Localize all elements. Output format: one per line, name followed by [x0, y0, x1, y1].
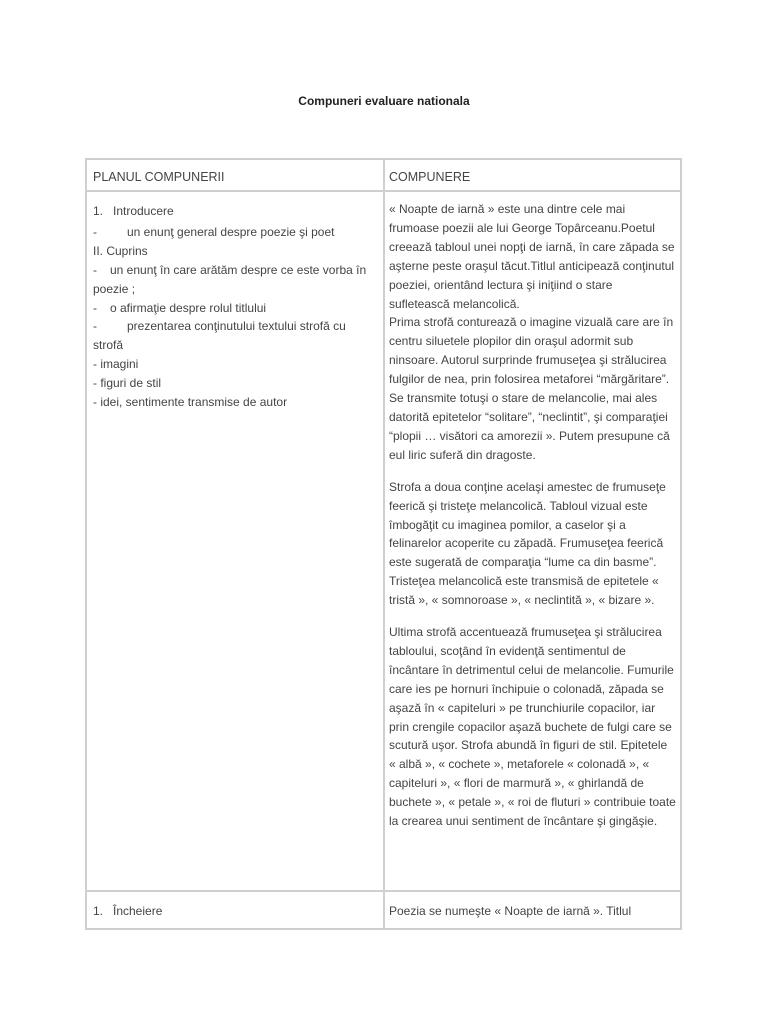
table-body-row [87, 192, 680, 892]
plan-sub2 [93, 299, 377, 318]
plan-intro-sub-dash: - [93, 224, 97, 239]
plan-intro [93, 202, 377, 221]
plan-sub4: - imagini [93, 357, 139, 372]
plan-sub1-dash: - [93, 262, 97, 277]
plan-sub2-text: o afirmaţie despre rolul titlului [110, 300, 267, 315]
plan-cell [87, 192, 385, 890]
composition-paragraph-4: Ultima strofă accentuează frumuseţea şi strălucirea tabloului, scoţând în evidenţă sentimentul de încântare în detrimentul celui de melancolie. Fumurile care ies pe hornuri închipuie o colonadă, zăpada se aşază în « capiteluri » pe trunchiurile copacilor, iar prin crengile copacilor aşază buchete de fulgi care se scutură uşor. Strofa abundă în figuri de stil. Epitetele « albă », « cochete », metaforele « colonadă », « capiteluri », « flori de marmură », « ghirlandă de buchete », « petale », « roi de fluturi » contribuie toate la crearea unui sentiment de încântare şi gingăşie. [389, 625, 676, 829]
plan-sub2-dash: - [93, 300, 97, 315]
composition-paragraph-2: Prima strofă conturează o imagine vizuală care are în centru siluetele plopilor din oraşul adormit sub ninsoare. Autorul surprinde frumuseţea şi strălucirea fulgilor de nea, prin folosirea metaforei “mărgăritare”. Se transmite totuşi o stare de melancolie, mai ales datorită epitetelor “solitare”, “neclintit”, şi comparaţiei “plopii … visători ca amorezii ». Putem presupune că eul liric suferă din dragoste. [389, 315, 674, 462]
plan-intro-number: 1. [93, 204, 104, 218]
plan-sub6: - idei, sentimente transmise de autor [93, 395, 288, 410]
plan-intro-sub-text: un enunţ general despre poezie şi poet [127, 224, 335, 239]
composition-paragraph-3: Strofa a doua conţine acelaşi amestec de frumuseţe feerică şi tristeţe melancolică. Tabloul vizual este îmbogăţit cu imaginea pomilor, a caselor şi a felinarelor acoperite cu zăpadă. Frumuseţea feerică este sugerată de comparaţia “lume ca din basme”. Tristeţea melancolică este transmisă de epitetele « tristă », « somnoroase », « neclintită », « bizare ». [389, 479, 666, 608]
plan-cuprins: II. Cuprins [93, 243, 148, 258]
footer-plan-cell [87, 892, 385, 928]
composition-paragraph-1: « Noapte de iarnă » este una dintre cele mai frumoase poezii ale lui George Topârceanu.Poetul creează tabloul unei nopţi de iarnă, în care zăpada se aşterne peste oraşul tăcut.Titlul anticipează conţinutul poeziei, orientând lectura şi iniţiind o stare sufletească melancolică. [389, 202, 675, 311]
plan-sub3 [93, 317, 377, 355]
plan-sub1 [93, 261, 377, 299]
header-plan: PLANUL COMPUNERII [87, 160, 385, 190]
footer-plan-label: Încheiere [113, 904, 163, 918]
plan-sub3-dash: - [93, 319, 97, 334]
plan-sub3-text: prezentarea conţinutului textului strofă cu strofă [93, 319, 346, 353]
composition-cell [385, 192, 680, 890]
footer-composition-cell: Poezia se numeşte « Noapte de iarnă ». Titlul [389, 904, 632, 918]
plan-intro-sub [93, 223, 377, 242]
composition-table [85, 158, 682, 930]
table-header-row [87, 160, 680, 192]
header-composition: COMPUNERE [389, 170, 471, 184]
plan-intro-label: Introducere [113, 204, 174, 218]
table-footer-row [87, 892, 680, 928]
footer-plan-number: 1. [93, 904, 104, 918]
plan-sub1-text: un enunţ în care arătăm despre ce este vorba în poezie ; [93, 262, 367, 296]
plan-sub5: - figuri de stil [93, 376, 162, 391]
document-title: Compuneri evaluare nationala [298, 94, 470, 108]
